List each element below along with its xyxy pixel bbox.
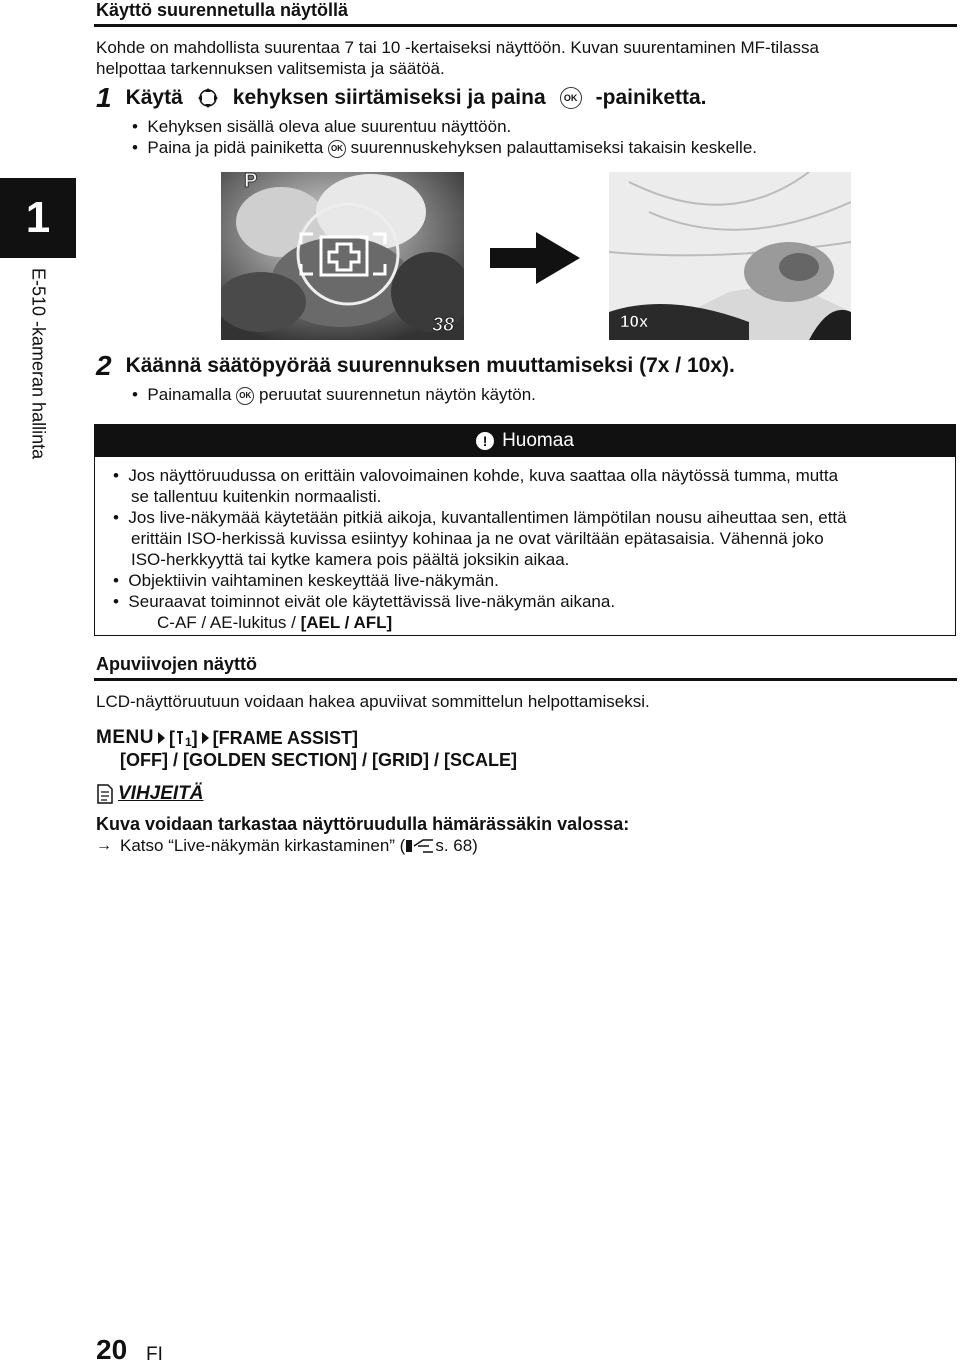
zoom-level: 10x — [620, 312, 649, 331]
section-rule — [94, 678, 957, 681]
page-number: 20 — [96, 1334, 128, 1365]
section2-body: LCD-näyttöruutuun voidaan hakea apuviivat sommittelun helpottamiseksi. — [96, 692, 650, 711]
ok-button-icon: OK — [560, 87, 582, 109]
section-rule — [94, 24, 957, 27]
memo-icon — [96, 783, 114, 805]
ok-button-icon: OK — [236, 387, 254, 405]
exclamation-icon: ! — [476, 432, 494, 450]
chapter-tab: 1 — [0, 178, 76, 258]
note-box — [94, 424, 956, 636]
note-item: • Jos näyttöruudussa on erittäin valovoimainen kohde, kuva saattaa olla näytössä tumma, mutta se tallentuu kuitenkin normaalisti. — [113, 466, 839, 506]
liveview-image — [221, 172, 464, 340]
step1-bullet: • Kehyksen sisällä oleva alue suurentuu näyttöön. — [132, 117, 512, 136]
menu-options: [OFF] / [GOLDEN SECTION] / [GRID] / [SCALE] — [120, 750, 517, 770]
custom-menu-icon — [175, 730, 185, 746]
step1-bullet: • Paina ja pidä painiketta OK suurennuskehyksen palauttamiseksi takaisin keskelle. — [132, 138, 757, 157]
mode-letter: P — [244, 170, 258, 192]
ok-button-icon: OK — [328, 140, 346, 158]
note-list — [113, 465, 943, 633]
menu-label: MENU — [96, 727, 154, 748]
step-1: 1 Käytä kehyksen siirtämiseksi ja paina OK -painiketta. — [96, 82, 707, 113]
note-item: • Jos live-näkymää käytetään pitkiä aikoja, kuvantallentimen lämpötilan nousu aiheuttaa sen, että erittäin ISO-herkissä kuvissa esiintyy kohinaa ja ne ovat väriltään epätasaisia. Vähennä joko ISO-herkkyyttä tai kytke kamera pois päältä joksikin aikaa. — [113, 508, 847, 569]
page-reference-icon — [405, 837, 435, 855]
arrow-icon: → — [96, 837, 112, 854]
chapter-side-label: E-510 -kameran hallinta — [28, 268, 49, 460]
step-number: 1 — [96, 82, 112, 113]
note-header: ! Huomaa — [95, 425, 955, 457]
triangle-right-icon — [202, 732, 209, 744]
intro-paragraph: Kohde on mahdollista suurentaa 7 tai 10 -kertaiseksi näyttöön. Kuvan suurentaminen MF-tilassa helpottaa tarkennuksen valitsemista ja säätöä. — [96, 38, 819, 78]
note-item: • Seuraavat toiminnot eivät ole käytettävissä live-näkymän aikana. C-AF / AE-lukitus / [AEL / AFL] — [113, 592, 616, 632]
arrow-pad-icon — [197, 87, 219, 109]
section-title: Käyttö suurennetulla näytöllä — [96, 0, 349, 20]
step-number: 2 — [96, 350, 112, 381]
tips-subheading: Kuva voidaan tarkastaa näyttöruudulla hämärässäkin valossa: — [96, 814, 630, 834]
triangle-right-icon — [158, 732, 165, 744]
step2-bullet: • Painamalla OK peruutat suurennetun näytön käytön. — [132, 385, 536, 404]
shot-count: 38 — [432, 314, 455, 336]
tips-reference: → Katso “Live-näkymän kirkastaminen” ( s. 68) — [96, 836, 478, 855]
section-title: Apuviivojen näyttö — [96, 654, 258, 674]
note-item: • Objektiivin vaihtaminen keskeyttää live-näkymän. — [113, 571, 499, 590]
step-2: 2 Käännä säätöpyörää suurennuksen muuttamiseksi (7x / 10x). — [96, 350, 735, 381]
menu-path: MENU [ 1 ] [FRAME ASSIST] — [96, 727, 358, 749]
arrow-right-icon — [490, 232, 580, 284]
language-code: FI — [146, 1344, 163, 1365]
tips-heading: VIHJEITÄ — [96, 783, 204, 805]
